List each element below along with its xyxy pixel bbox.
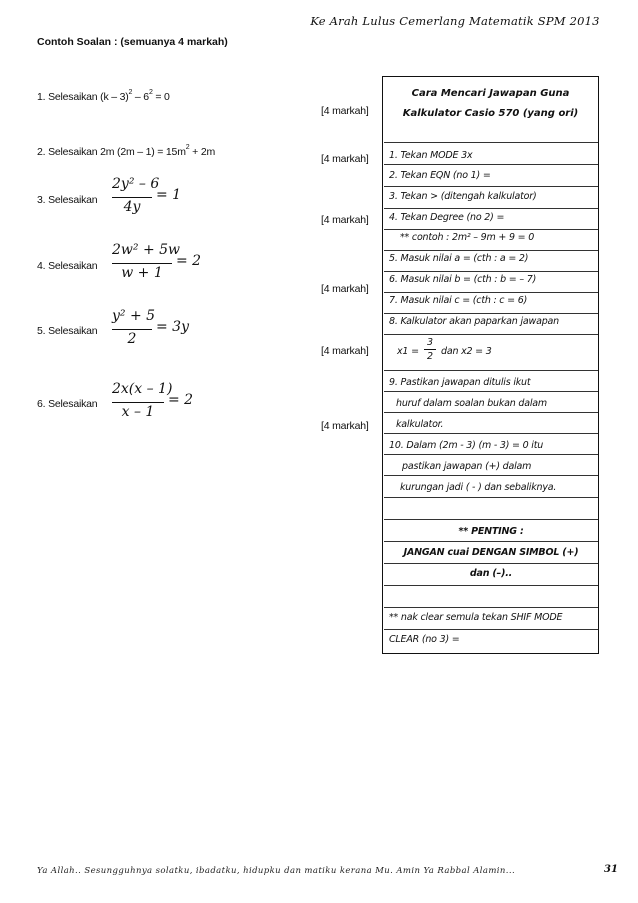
ruled-line [384,164,598,165]
question-2 [37,144,215,158]
step-8: 8. Kalkulator akan paparkan jawapan [389,316,559,327]
ruled-line [384,497,598,498]
question-2-suffix: + 2m [189,146,216,158]
fraction-bar [112,402,164,403]
fraction-rhs: = 1 [156,187,182,203]
footer-text: Ya Allah.. Sesungguhnya solatku, ibadatku, hidupku dan matiku kerana Mu. Amin Ya Rabbal Alamin... [37,866,516,876]
question-4-fraction [112,242,212,286]
ruled-line [384,292,598,293]
ruled-line [384,519,598,520]
ruled-line [384,475,598,476]
fraction-denominator: 4y [123,199,141,215]
question-5-label: 5. Selesaikan [37,325,98,337]
question-6-label: 6. Selesaikan [37,398,98,410]
mark-label: [4 markah] [321,153,369,165]
question-6-fraction [112,381,212,425]
box-title-line-2: Kalkulator Casio 570 (yang ori) [402,108,579,119]
question-1 [37,89,170,103]
ruled-line [384,563,598,564]
question-2-text: 2. Selesaikan 2m (2m – 1) = 15m [37,146,186,158]
fraction-denominator: w + 1 [121,265,163,281]
header-title: Ke Arah Lulus Cemerlang Matematik SPM 2013 [310,14,600,28]
x1-fraction [424,337,436,362]
ruled-line [384,370,598,371]
ruled-line [384,313,598,314]
ruled-line [384,250,598,251]
ruled-line [384,208,598,209]
step-5: 5. Masuk nilai a = (cth : a = 2) [389,253,529,264]
step-8-x1: x1 = [397,346,419,357]
fraction-numerator: 2y² – 6 [112,176,160,192]
fraction-rhs: = 2 [176,253,202,269]
ruled-line [384,433,598,434]
fraction-bar [112,263,172,264]
step-3: 3. Tekan > (ditengah kalkulator) [389,191,537,202]
ruled-line [384,142,598,143]
x1-fraction-bar [424,349,436,350]
mark-label: [4 markah] [321,345,369,357]
page-number: 31 [604,864,618,875]
clear-note-2: CLEAR (no 3) = [389,634,460,645]
ruled-line [384,186,598,187]
step-4: 4. Tekan Degree (no 2) = [389,212,505,223]
step-9-cont-2: kalkulator. [396,419,444,430]
section-title: Contoh Soalan : (semuanya 4 markah) [37,36,228,48]
x1-numerator: 3 [426,337,434,348]
question-1-suffix: = 0 [152,91,170,103]
step-4-example: ** contoh : 2m² – 9m + 9 = 0 [400,232,535,243]
ruled-line [384,541,598,542]
question-3-fraction [112,176,202,220]
fraction-numerator: 2w² + 5w [112,242,181,258]
question-4-label: 4. Selesaikan [37,260,98,272]
important-heading: ** PENTING : [458,526,524,537]
x1-denominator: 2 [426,351,434,362]
step-6: 6. Masuk nilai b = (cth : b = – 7) [389,274,537,285]
step-9-cont-1: huruf dalam soalan bukan dalam [396,398,547,409]
question-1-text: 1. Selesaikan (k – 3) [37,91,129,103]
ruled-line [384,585,598,586]
ruled-line [384,229,598,230]
ruled-line [384,607,598,608]
question-1-exp-1: 2 [128,89,133,96]
step-8-x2: dan x2 = 3 [441,346,492,357]
step-10: 10. Dalam (2m - 3) (m - 3) = 0 itu [389,440,544,451]
step-10-cont-2: kurungan jadi ( - ) dan sebaliknya. [400,482,557,493]
question-5-fraction [112,308,202,352]
mark-label: [4 markah] [321,420,369,432]
mark-label: [4 markah] [321,214,369,226]
ruled-line [384,412,598,413]
ruled-line [384,271,598,272]
fraction-rhs: = 2 [168,392,194,408]
step-7: 7. Masuk nilai c = (cth : c = 6) [389,295,528,306]
clear-note-1: ** nak clear semula tekan SHIF MODE [389,612,563,623]
important-warning-1: JANGAN cuai DENGAN SIMBOL (+) [403,547,579,558]
box-title-line-1: Cara Mencari Jawapan Guna [411,88,570,99]
fraction-numerator: 2x(x – 1) [112,381,173,397]
ruled-line [384,454,598,455]
question-3-label: 3. Selesaikan [37,194,98,206]
ruled-line [384,391,598,392]
mark-label: [4 markah] [321,105,369,117]
fraction-bar [112,329,152,330]
mark-label: [4 markah] [321,283,369,295]
fraction-denominator: 2 [127,331,137,347]
ruled-line [384,629,598,630]
fraction-bar [112,197,152,198]
fraction-denominator: x – 1 [121,404,155,420]
fraction-numerator: y² + 5 [112,308,156,324]
question-2-exp: 2 [185,144,190,151]
question-1-mid: – 6 [132,91,149,103]
step-10-cont-1: pastikan jawapan (+) dalam [402,461,532,472]
step-1: 1. Tekan MODE 3x [389,150,473,161]
important-warning-2: dan (–).. [469,568,513,579]
question-1-exp-2: 2 [148,89,153,96]
fraction-rhs: = 3y [156,319,189,335]
step-9: 9. Pastikan jawapan ditulis ikut [389,377,531,388]
ruled-line [384,334,598,335]
step-2: 2. Tekan EQN (no 1) = [389,170,491,181]
